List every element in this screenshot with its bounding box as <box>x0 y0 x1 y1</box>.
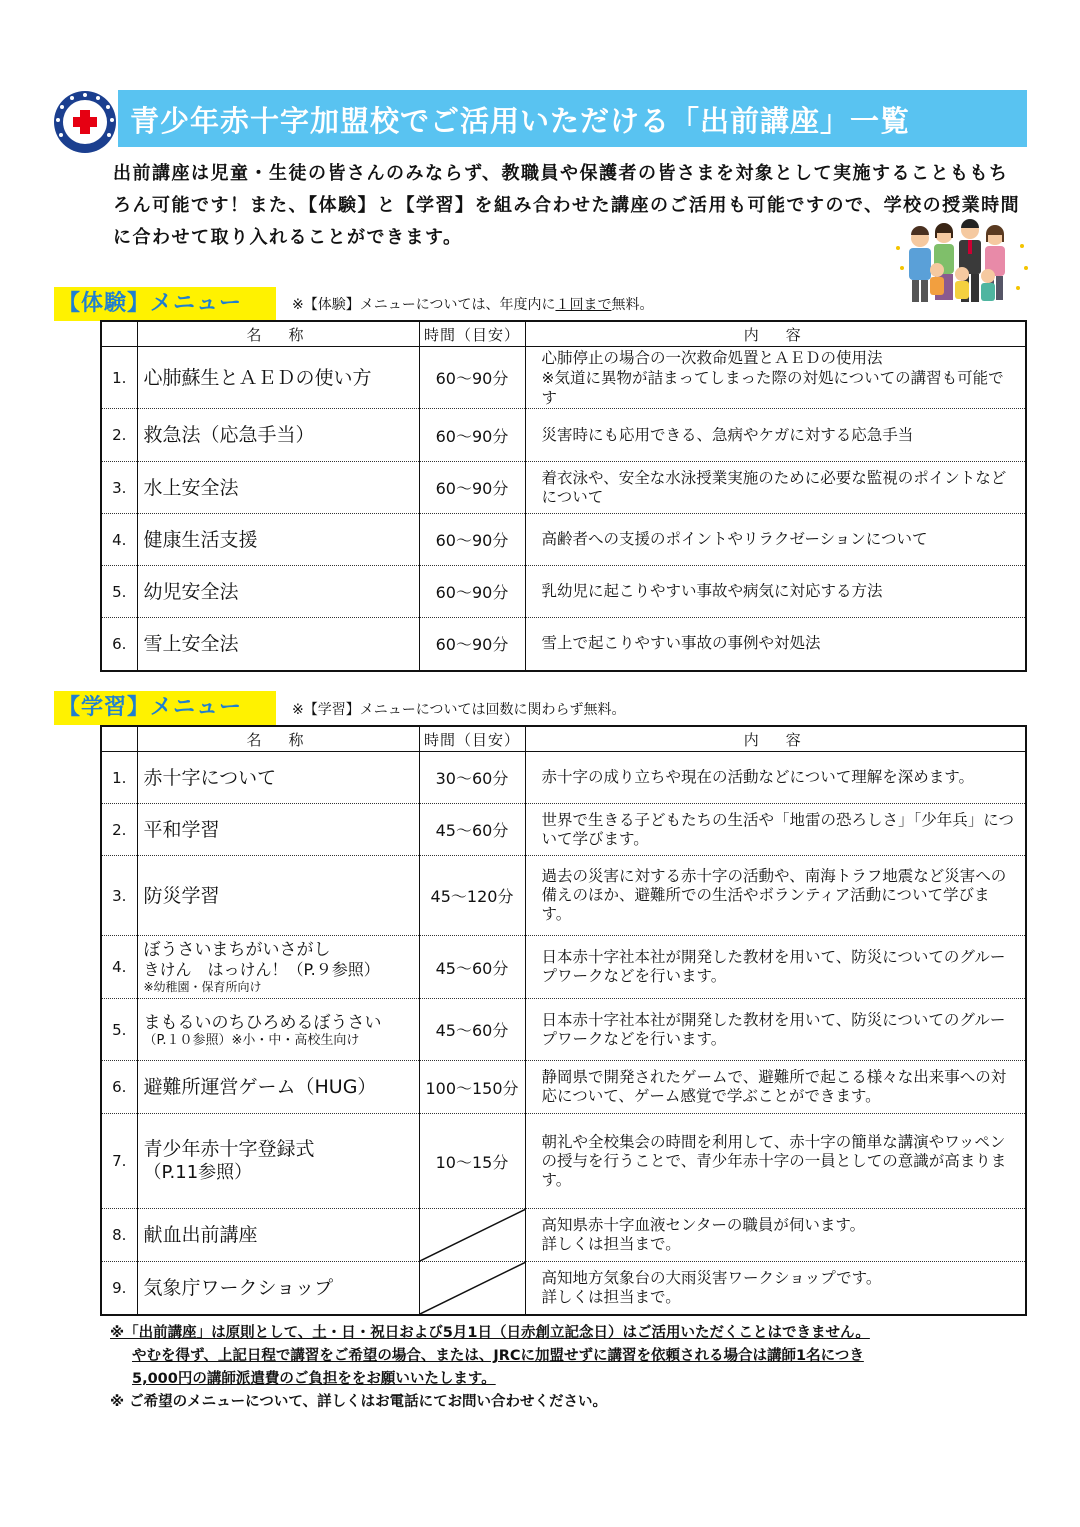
row-number: 8. <box>101 1209 137 1262</box>
footer-note-2: やむを得ず、上記日程で講習をご希望の場合、または、JRCに加盟せずに講習を依頼される場合は講師1名につき <box>132 1348 864 1364</box>
column-content: 内 容 <box>525 321 1026 347</box>
table-row <box>101 936 1026 999</box>
row-content: 着衣泳や、安全な水泳授業実施のために必要な監視のポイントなどについて <box>525 462 1026 514</box>
row-number: 3. <box>101 462 137 514</box>
row-number: 6. <box>101 1061 137 1114</box>
row-time: 100〜150分 <box>419 1061 525 1114</box>
row-content: 朝礼や全校集会の時間を利用して、赤十字の簡単な講演やワッペンの授与を行うことで、青少年赤十字の一員としての意識が高まります。 <box>525 1114 1026 1209</box>
row-name-line2: きけん はっけん！（P.９参照） <box>143 960 380 979</box>
row-name-line1: ぼうさいまちがいさがし <box>143 940 331 960</box>
row-number: 6. <box>101 618 137 671</box>
row-name: 赤十字について <box>137 752 419 804</box>
row-time-empty <box>419 1209 525 1262</box>
row-content: 雪上で起こりやすい事故の事例や対処法 <box>525 618 1026 671</box>
page-title: 青少年赤十字加盟校でご活用いただける「出前講座」一覧 <box>130 104 911 138</box>
row-time: 30〜60分 <box>419 752 525 804</box>
row-time: 60〜90分 <box>419 409 525 462</box>
row-number: 1. <box>101 347 137 409</box>
gakushu-menu-table <box>100 725 1027 1316</box>
row-content: 日本赤十字社本社が開発した教材を用いて、防災についてのグループワークなどを行います。 <box>525 999 1026 1061</box>
jrc-logo-icon <box>53 90 117 154</box>
row-number: 4. <box>101 514 137 566</box>
row-time: 60〜90分 <box>419 462 525 514</box>
row-number: 4. <box>101 936 137 999</box>
row-name: 心肺蘇生とＡＥＤの使い方 <box>137 347 419 409</box>
table-header-row <box>101 726 1026 752</box>
row-name: 防災学習 <box>137 856 419 936</box>
row-name <box>137 936 419 999</box>
row-time: 45〜60分 <box>419 804 525 856</box>
row-name-line1: まもるいのちひろめるぼうさい <box>143 1012 382 1033</box>
footer-notes <box>110 1322 1030 1414</box>
table-header-row <box>101 321 1026 347</box>
column-name: 名 称 <box>137 726 419 752</box>
row-name <box>137 1114 419 1209</box>
row-name: 救急法（応急手当） <box>137 409 419 462</box>
table-row <box>101 409 1026 462</box>
row-content: 赤十字の成り立ちや現在の活動などについて理解を深めます。 <box>525 752 1026 804</box>
footer-note-3: 5,000円の講師派遣費のご負担ををお願いいたします。 <box>132 1371 496 1387</box>
column-content: 内 容 <box>525 726 1026 752</box>
row-name-line2: （P.１０参照）※小・中・高校生向け <box>143 1032 360 1048</box>
row-content: 心肺停止の場合の一次救命処置とＡＥＤの使用法 ※気道に異物が詰まってしまった際の対処についての講習も可能です <box>525 347 1026 409</box>
column-number <box>101 321 137 347</box>
row-time: 60〜90分 <box>419 618 525 671</box>
table-row <box>101 752 1026 804</box>
row-name-line2: （P.11参照） <box>143 1162 253 1183</box>
table-row <box>101 1209 1026 1262</box>
row-content: 高知県赤十字血液センターの職員が伺います。 詳しくは担当まで。 <box>525 1209 1026 1262</box>
row-name: 平和学習 <box>137 804 419 856</box>
row-time: 45〜60分 <box>419 936 525 999</box>
row-name: 気象庁ワークショップ <box>137 1262 419 1316</box>
row-name-note: ※幼稚園・保育所向け <box>143 980 262 994</box>
row-number: 2. <box>101 804 137 856</box>
people-illustration-icon <box>892 218 1032 310</box>
table-row <box>101 618 1026 671</box>
row-time: 45〜120分 <box>419 856 525 936</box>
row-name <box>137 999 419 1061</box>
table-row <box>101 462 1026 514</box>
diagonal-slash-icon <box>420 1209 526 1261</box>
footer-note-1: ※「出前講座」は原則として、土・日・祝日および5月1日（日赤創立記念日）はご活用いただくことはできません。 <box>110 1325 870 1341</box>
row-content: 世界で生きる子どもたちの生活や「地雷の恐ろしさ」「少年兵」について学びます。 <box>525 804 1026 856</box>
row-name-line1: 青少年赤十字登録式 <box>143 1138 315 1160</box>
taiken-section-note: ※【体験】メニューについては、年度内に１回まで無料。 <box>292 297 654 313</box>
column-time: 時間（目安） <box>419 321 525 347</box>
gakushu-section-note: ※【学習】メニューについては回数に関わらず無料。 <box>292 702 626 718</box>
row-time-empty <box>419 1262 525 1316</box>
table-row <box>101 856 1026 936</box>
row-content: 乳幼児に起こりやすい事故や病気に対応する方法 <box>525 566 1026 618</box>
row-content: 高知地方気象台の大雨災害ワークショップです。 詳しくは担当まで。 <box>525 1262 1026 1316</box>
column-name: 名 称 <box>137 321 419 347</box>
taiken-menu-table <box>100 320 1027 672</box>
row-number: 5. <box>101 566 137 618</box>
row-time: 45〜60分 <box>419 999 525 1061</box>
gakushu-section-label: 【学習】メニュー <box>54 691 276 725</box>
diagonal-slash-icon <box>420 1262 526 1314</box>
row-number: 7. <box>101 1114 137 1209</box>
table-row <box>101 1061 1026 1114</box>
table-row <box>101 347 1026 409</box>
row-number: 2. <box>101 409 137 462</box>
row-content: 日本赤十字社本社が開発した教材を用いて、防災についてのグループワークなどを行います。 <box>525 936 1026 999</box>
row-time: 10〜15分 <box>419 1114 525 1209</box>
row-time: 60〜90分 <box>419 566 525 618</box>
row-number: 1. <box>101 752 137 804</box>
footer-note-4: ※ ご希望のメニューについて、詳しくはお電話にてお問い合わせください。 <box>110 1394 608 1410</box>
row-number: 3. <box>101 856 137 936</box>
row-name: 雪上安全法 <box>137 618 419 671</box>
row-number: 5. <box>101 999 137 1061</box>
table-row <box>101 1114 1026 1209</box>
row-number: 9. <box>101 1262 137 1316</box>
intro-text: 出前講座は児童・生徒の皆さんのみならず、教職員や保護者の皆さまを対象として実施することももちろん可能です！また、【体験】と【学習】を組み合わせた講座のご活用も可能ですので、学校の授業時間に合わせて取り入れることができます。 <box>113 163 1021 248</box>
table-row <box>101 566 1026 618</box>
row-name: 献血出前講座 <box>137 1209 419 1262</box>
title-bar <box>118 90 1027 147</box>
row-content: 過去の災害に対する赤十字の活動や、南海トラフ地震など災害への備えのほか、避難所での生活やボランティア活動について学びます。 <box>525 856 1026 936</box>
table-row <box>101 514 1026 566</box>
row-name: 健康生活支援 <box>137 514 419 566</box>
row-content: 高齢者への支援のポイントやリラクゼーションについて <box>525 514 1026 566</box>
row-name: 幼児安全法 <box>137 566 419 618</box>
table-row <box>101 999 1026 1061</box>
column-number <box>101 726 137 752</box>
row-name: 避難所運営ゲーム（HUG） <box>137 1061 419 1114</box>
table-row <box>101 1262 1026 1316</box>
column-time: 時間（目安） <box>419 726 525 752</box>
row-time: 60〜90分 <box>419 514 525 566</box>
taiken-section-label: 【体験】メニュー <box>54 287 276 321</box>
row-time: 60〜90分 <box>419 347 525 409</box>
row-content: 静岡県で開発されたゲームで、避難所で起こる様々な出来事への対応について、ゲーム感覚で学ぶことができます。 <box>525 1061 1026 1114</box>
row-name: 水上安全法 <box>137 462 419 514</box>
table-row <box>101 804 1026 856</box>
row-content: 災害時にも応用できる、急病やケガに対する応急手当 <box>525 409 1026 462</box>
